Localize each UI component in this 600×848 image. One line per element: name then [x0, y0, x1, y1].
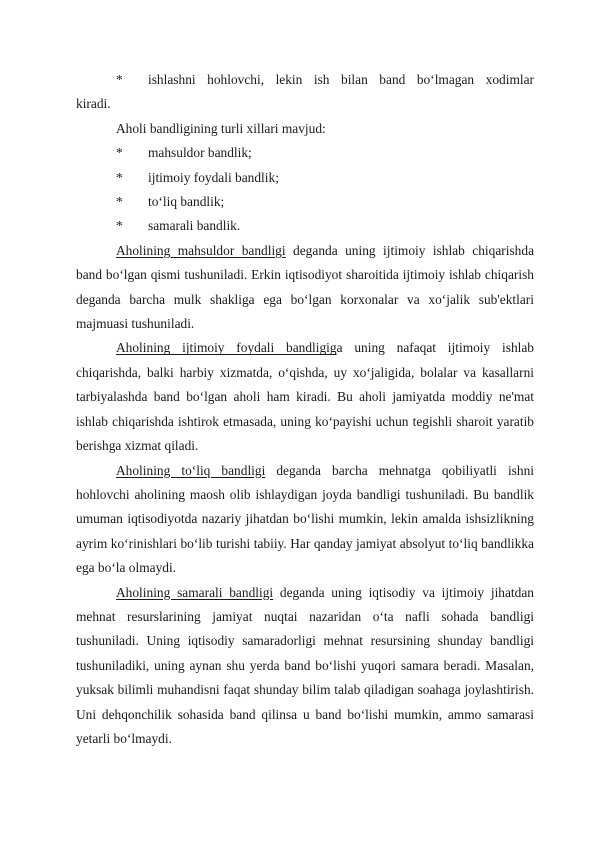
paragraph-samarali-bandlik	[76, 581, 534, 752]
bullet-mark: *	[116, 72, 123, 87]
paragraph-body: deganda uning ijtimoiy ishlab chiqarishda band bo‘lgan qismi tushuniladi. Erkin iqtisodiyot sharoitida ijtimoiy ishlab chiqarish deganda barcha mulk shakliga ega bo‘lgan korxonalar va xo‘jalik sub'ektlari majmuasi tushuniladi.	[76, 242, 535, 332]
bullet-mark: *	[116, 145, 123, 161]
bullet-text: ishlashni hohlovchi, lekin ish bilan band bo‘lmagan xodimlar	[148, 72, 534, 87]
page-content	[76, 68, 534, 751]
paragraph-term: Aholining to‘liq bandligi	[116, 462, 266, 478]
bullet-mark: *	[116, 194, 123, 210]
types-heading: Aholi bandligining turli xillari mavjud:	[116, 120, 326, 136]
types-list	[76, 141, 534, 239]
list-item-text: samarali bandlik.	[148, 218, 241, 234]
paragraph-term: Aholining mahsuldor bandligi	[116, 242, 286, 258]
list-item-text: ijtimoiy foydali bandlik;	[148, 169, 279, 185]
list-item	[76, 141, 534, 165]
list-item-text: to‘liq bandlik;	[148, 194, 225, 210]
paragraph-body: deganda barcha mehnatga qobiliyatli ishni hohlovchi aholining maosh olib ishlaydigan joyda bandligi tushuniladi. Bu bandlik umuman iqtisodiyotda nazariy jihatdan bo‘lishi mumkin, lekin amalda ishsizlikning ayrim ko‘rinishlari bo‘lib turishi tabiiy. Har qanday jamiyat absolyut to‘liq bandlikka ega bo‘la olmaydi.	[76, 462, 534, 576]
bullet-mark: *	[116, 218, 123, 234]
paragraph-ijtimoiy-foydali-bandlik	[76, 336, 534, 458]
list-item	[76, 166, 534, 190]
paragraph-toliq-bandlik	[76, 459, 534, 581]
bullet-mark: *	[116, 169, 123, 185]
list-item-text: mahsuldor bandlik;	[148, 145, 252, 161]
paragraph-body: uning nafaqat ijtimoiy ishlab chiqarishda, balki harbiy xizmatda, o‘qishda, uy xo‘jaligida, bolalar va kasallarni tarbiyalashda band bo‘lgan aholi ham kiradi. Bu aholi jamiyatda moddiy ne'mat ishlab chiqarishda ishtirok etmasada, uning ko‘payishi uchun tegishli sharoit yaratib berishga xizmat qiladi.	[76, 340, 534, 454]
intro-bullet-item	[76, 68, 534, 92]
list-item	[76, 190, 534, 214]
paragraph-body: deganda uning iqtisodiy va ijtimoiy jihatdan mehnat resurslarining jamiyat nuqtai nazaridan o‘ta nafli sohada bandligi tushuniladi. Uning iqtisodiy samaradorligi mehnat resursining shunday bandligi tushuniladiki, uning aynan shu yerda band bo‘lishi yuqori samara beradi. Masalan, yuksak bilimli muhandisni faqat shunday bilim talab qiladigan soahaga joylashtirish. Uni dehqonchilik sohasida band qilinsa u band bo‘lishi mumkin, ammo samarasi yetarli bo‘lmaydi.	[76, 584, 534, 746]
paragraph-term-suffix: a	[336, 340, 343, 356]
bullet-continuation: kiradi.	[76, 96, 111, 112]
paragraph-mahsuldor-bandlik	[76, 239, 534, 337]
paragraph-term: Aholining samarali bandligi	[116, 584, 274, 600]
list-item	[76, 214, 534, 238]
paragraph-term: Aholining ijtimoiy foydali bandligig	[116, 340, 337, 356]
